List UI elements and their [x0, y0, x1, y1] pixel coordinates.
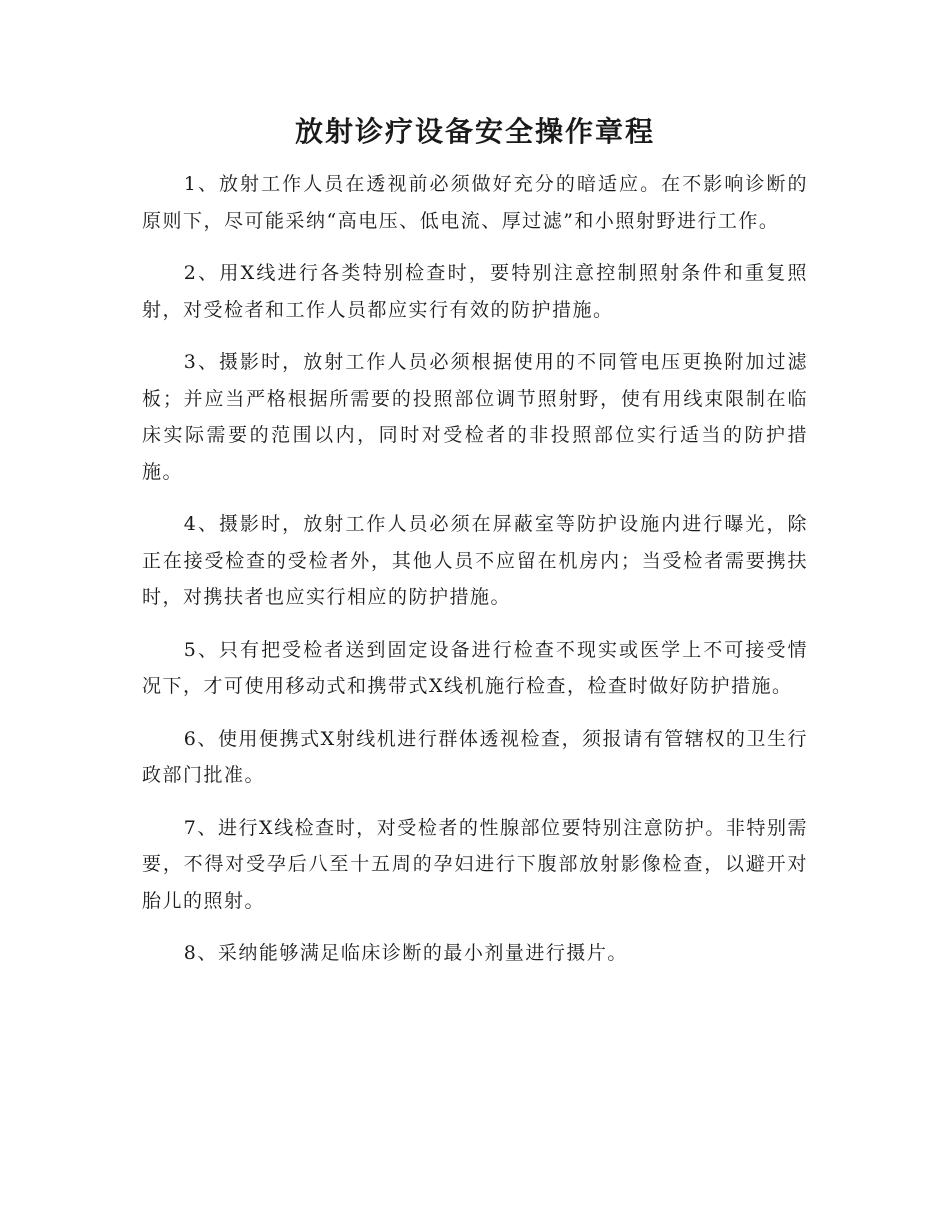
paragraph-3: 3、摄影时，放射工作人员必须根据使用的不同管电压更换附加过滤板；并应当严格根据所需要的投照部位调节照射野，使有用线束限制在临床实际需要的范围以内，同时对受检者的非投照部位实行适当的防护措施。 [142, 351, 808, 483]
paragraph-7: 7、进行X线检查时，对受检者的性腺部位要特别注意防护。非特别需要，不得对受孕后八至十五周的孕妇进行下腹部放射影像检查，以避开对胎儿的照射。 [142, 816, 808, 912]
paragraph-6: 6、使用便携式X射线机进行群体透视检查，须报请有管辖权的卫生行政部门批准。 [142, 727, 808, 786]
paragraph-2: 2、用X线进行各类特别检查时，要特别注意控制照射条件和重复照射，对受检者和工作人员都应实行有效的防护措施。 [142, 262, 808, 321]
paragraph-1: 1、放射工作人员在透视前必须做好充分的暗适应。在不影响诊断的原则下，尽可能采纳“高电压、低电流、厚过滤”和小照射野进行工作。 [142, 173, 808, 232]
document-title: 放射诊疗设备安全操作章程 [294, 115, 655, 148]
paragraph-8: 8、采纳能够满足临床诊断的最小剂量进行摄片。 [183, 942, 628, 964]
document-body [142, 166, 808, 988]
paragraph-4: 4、摄影时，放射工作人员必须在屏蔽室等防护设施内进行曝光，除正在接受检查的受检者外，其他人员不应留在机房内；当受检者需要携扶时，对携扶者也应实行相应的防护措施。 [142, 513, 808, 608]
paragraph-5: 5、只有把受检者送到固定设备进行检查不现实或医学上不可接受情况下，才可使用移动式和携带式X线机施行检查，检查时做好防护措施。 [142, 638, 808, 697]
